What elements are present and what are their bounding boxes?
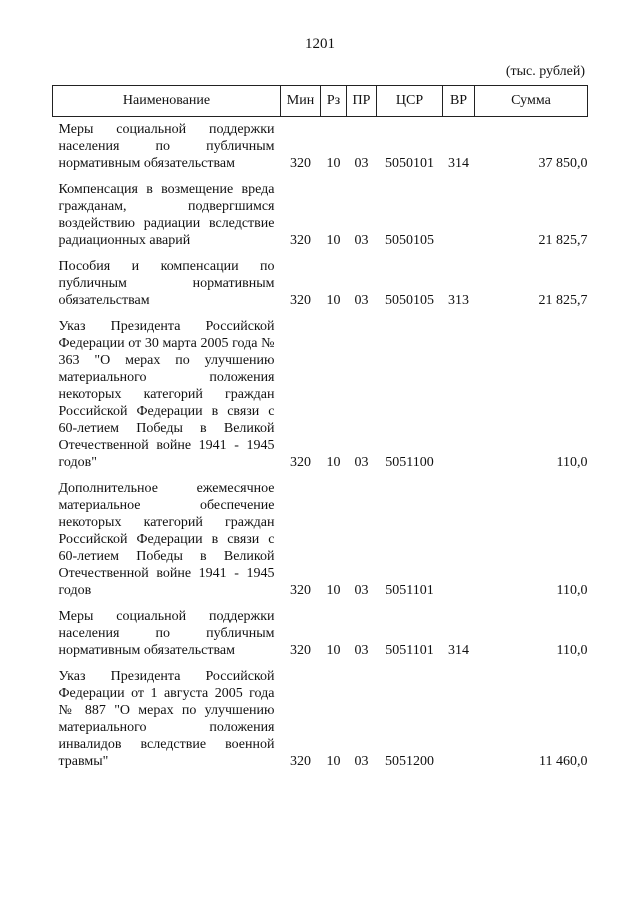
table-row [53, 605, 588, 665]
table-row [53, 117, 588, 179]
row-sum: 110,0 [556, 643, 588, 658]
row-name: Меры социальной поддержки населения по публичным нормативным обязательствам [58, 609, 275, 658]
header-sum: Сумма [475, 86, 588, 117]
row-rz: 10 [326, 583, 341, 598]
row-min: 320 [290, 754, 311, 769]
row-sum: 11 460,0 [539, 754, 588, 769]
table-header-row [53, 86, 588, 117]
header-vr: ВР [443, 86, 475, 117]
row-vr [443, 178, 475, 255]
row-rz: 10 [326, 455, 341, 470]
row-pr: 03 [354, 455, 369, 470]
header-name: Наименование [53, 86, 281, 117]
row-rz: 10 [326, 293, 341, 308]
row-min: 320 [290, 293, 311, 308]
row-vr: 314 [448, 156, 469, 171]
page-number: 1201 [305, 36, 335, 52]
header-min: Мин [281, 86, 321, 117]
row-sum: 110,0 [556, 583, 588, 598]
row-vr [443, 315, 475, 477]
table-row [53, 665, 588, 776]
row-min: 320 [290, 643, 311, 658]
row-pr: 03 [354, 643, 369, 658]
row-rz: 10 [326, 156, 341, 171]
row-pr: 03 [354, 293, 369, 308]
row-csr: 5050101 [385, 156, 434, 171]
row-name: Пособия и компенсации по публичным нормативным обязательствам [58, 259, 275, 308]
row-pr: 03 [354, 233, 369, 248]
table-row [53, 178, 588, 255]
row-rz: 10 [326, 233, 341, 248]
row-min: 320 [290, 583, 311, 598]
row-csr: 5050105 [385, 293, 434, 308]
row-vr: 313 [448, 293, 469, 308]
header-pr: ПР [347, 86, 377, 117]
row-vr [443, 665, 475, 776]
row-rz: 10 [326, 754, 341, 769]
table-row [53, 315, 588, 477]
row-name: Компенсация в возмещение вреда гражданам, подвергшимся воздействию радиации вследствие радиационных аварий [58, 182, 275, 248]
row-name: Дополнительное ежемесячное материальное обеспечение некоторых категорий граждан Российской Федерации в связи с 60-летием Победы в Великой Отечественной войне 1941 - 1945 годов [58, 481, 275, 598]
row-pr: 03 [354, 583, 369, 598]
row-min: 320 [290, 455, 311, 470]
row-csr: 5051101 [385, 643, 434, 658]
header-csr: ЦСР [377, 86, 443, 117]
budget-table [52, 85, 588, 776]
row-pr: 03 [354, 156, 369, 171]
row-vr [443, 477, 475, 605]
table-row [53, 255, 588, 315]
row-csr: 5050105 [385, 233, 434, 248]
row-csr: 5051200 [385, 754, 434, 769]
row-name: Указ Президента Российской Федерации от 1 августа 2005 года № 887 "О мерах по улучшению материального положения инвалидов вследствие военной травмы" [58, 669, 275, 769]
row-sum: 110,0 [556, 455, 588, 470]
row-min: 320 [290, 156, 311, 171]
row-sum: 37 850,0 [538, 156, 588, 171]
row-sum: 21 825,7 [538, 293, 588, 308]
table-row [53, 477, 588, 605]
row-csr: 5051101 [385, 583, 434, 598]
header-rz: Рз [321, 86, 347, 117]
units-label: (тыс. рублей) [505, 64, 585, 79]
row-csr: 5051100 [385, 455, 434, 470]
row-pr: 03 [354, 754, 369, 769]
row-rz: 10 [326, 643, 341, 658]
row-vr: 314 [448, 643, 469, 658]
row-name: Меры социальной поддержки населения по публичным нормативным обязательствам [58, 122, 275, 171]
row-name: Указ Президента Российской Федерации от 30 марта 2005 года № 363 "О мерах по улучшению материального положения некоторых категорий граждан Российской Федерации в связи с 60-летием Победы в Великой Отечественной войне 1941 - 1945 годов" [58, 319, 275, 470]
row-min: 320 [290, 233, 311, 248]
row-sum: 21 825,7 [538, 233, 588, 248]
